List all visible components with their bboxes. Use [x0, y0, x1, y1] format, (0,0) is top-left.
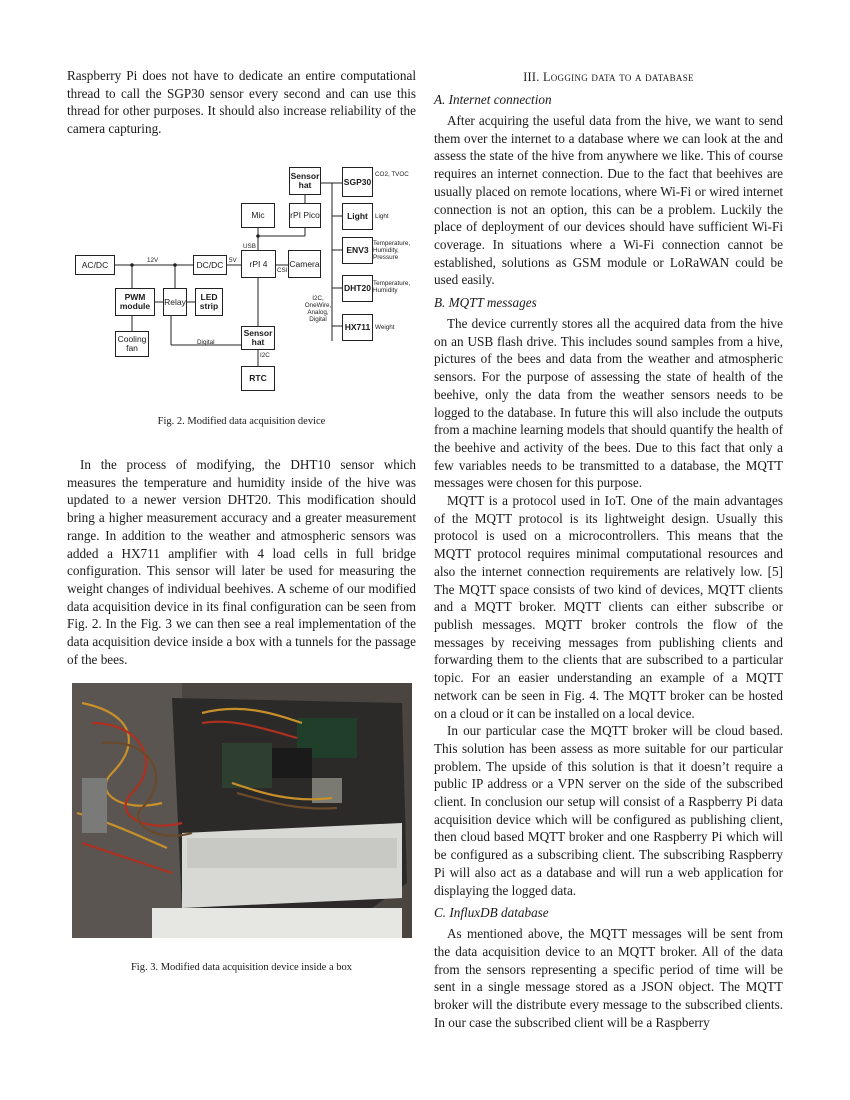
- light-box: Light: [342, 203, 373, 230]
- paragraph-b3: In our particular case the MQTT broker will be cloud based. This solution has been assess as more suitable for our particular problem. The upside of this solution is that it doesn’t require a public IP address or a VPN server on the side of the subscribed client. In conclusion our setup will consist of a Raspberry Pi data acquisition device which will be configured as publishing client, then cloud based MQTT broker and one Raspberry Pi which will be configured as a subscribing client. The subscribing Raspberry Pi will also act as a database and will run a web application for displaying the logged data.: [434, 723, 783, 898]
- paragraph-b2: MQTT is a protocol used in IoT. One of the main advantages of the MQTT protocol is its lightweight design. Usually this protocol is used on a microcontrollers. This means that the MQTT protocol requires minimal computational resources and also the internet connection requirements are relatively low. [5] The MQTT space consists of two kind of devices, MQTT clients and a MQTT broker. MQTT clients can either subscribe or publish messages. MQTT broker controls the flow of the messages by receiving messages from publishing clients and forwarding them to the clients that are subscribed to a particular topic. For an easier understanding an example of a MQTT network can be seen in Fig. 4. The MQTT broker can be hosted on a cloud or it can be installed on a local device.: [434, 493, 783, 721]
- hx711-box: HX711: [342, 314, 373, 341]
- dcdc-box: DC/DC: [193, 255, 227, 275]
- left-column-middle: [67, 456, 416, 668]
- label-bus: I2C, OneWire, Analog, Digital: [304, 295, 332, 323]
- figure-3-caption: Fig. 3. Modified data acquisition device inside a box: [130, 962, 353, 973]
- paragraph-b1: The device currently stores all the acquired data from the hive on an USB flash drive. This includes sound samples from a hive, pictures of the bees and data from the weather and atmospheric sensors. For the purpose of assessing the state of health of the beehive, only the data from the weather sensors needs to be logged to the database. In future this will also include the outputs from a machine learning models that should quantify the health of the beehive and activity of the bees. Due to this fact that only a few variables needs to be transmitted to a database, the MQTT messages were chosen for this purpose.: [434, 316, 783, 491]
- label-light-out: Light: [375, 213, 389, 220]
- left-column: [67, 67, 416, 138]
- figure-2-caption: Fig. 2. Modified data acquisition device: [157, 416, 326, 427]
- rpi4-box: rPI 4: [241, 250, 276, 278]
- acdc-box: AC/DC: [75, 255, 115, 275]
- sensor-hat-bottom-box: Sensor hat: [241, 326, 275, 350]
- label-dht20-out: Temperature, Humidity: [373, 280, 411, 294]
- label-i2c: I2C: [260, 352, 270, 359]
- cooling-fan-box: Cooling fan: [115, 331, 149, 357]
- paragraph-a: After acquiring the useful data from the hive, we want to send them over the internet to a database where we can look at the and assess the state of the hive from anywhere we like. This of course requires an internet connection. Due to the fact that beehives are usually placed on remote locations, where Wi-Fi or wired internet connection is not an option, this can be a problem. Luckily the place of deployment of our devices should have sufficient Wi-Fi coverage. In situations where a Wi-Fi connection cannot be established, solutions as GSM module or LoRaWAN could be used easily.: [434, 113, 783, 288]
- subsection-b-title: B. MQTT messages: [434, 295, 537, 311]
- relay-box: Relay: [163, 288, 187, 316]
- sensor-hat-top-box: Sensor hat: [289, 167, 321, 195]
- env3-box: ENV3: [342, 237, 373, 264]
- camera-box: Camera: [288, 250, 321, 278]
- label-digital: Digital: [197, 339, 215, 346]
- paragraph-top: Raspberry Pi does not have to dedicate an entire computational thread to call the SGP30 sensor every second and can use this thread for other purposes. It should also increase reliability of the camera capturing.: [67, 68, 416, 137]
- label-sgp30-out: CO2, TVOC: [375, 171, 409, 178]
- label-env3-out: Temperature, Humidity, Pressure: [373, 240, 411, 261]
- label-12v: 12V: [147, 257, 159, 264]
- sgp30-box: SGP30: [342, 167, 373, 197]
- figure-3-photo: [72, 683, 412, 938]
- mic-box: Mic: [241, 203, 275, 228]
- paragraph-modifying: In the process of modifying, the DHT10 sensor which measures the temperature and humidity inside of the hive was updated to a newer version DHT20. This modification should bring a higher measurement accuracy and a greater measurement range. In addition to the weather and atmospheric sensors was added a HX711 amplifier with 4 load cells in full bridge configuration. This sensor will later be used for measuring the weight changes of individual beehives. A scheme of our modified data acquisition device in its final configuration can be seen from Fig. 2. In the Fig. 3 we can then see a real implementation of the data acquisition device inside a box with a tunnels for the passage of the bees.: [67, 457, 416, 667]
- section-number: III.: [523, 70, 540, 84]
- label-5v: 5V: [229, 257, 237, 264]
- subsection-c-title: C. InfluxDB database: [434, 905, 549, 921]
- rpi-pico-box: rPI Pico: [289, 203, 321, 228]
- paragraph-c: As mentioned above, the MQTT messages will be sent from the data acquisition device to an MQTT broker. All of the data from the sensors representing a specific period of time will be sent in a single message stored as a JSON object. The MQTT broker will the distribute every message to the subscribed clients. In our case the subscribed client will be a Raspberry: [434, 926, 783, 1030]
- section-title: [434, 70, 783, 85]
- rtc-box: RTC: [241, 366, 275, 391]
- label-hx711-out: Weight: [375, 324, 395, 331]
- section-title-text: Logging data to a database: [542, 70, 694, 84]
- pwm-module-box: PWM module: [115, 288, 155, 316]
- led-strip-box: LED strip: [195, 288, 223, 316]
- label-usb: USB: [243, 243, 256, 250]
- figure-2-diagram: [75, 163, 415, 398]
- subsection-a-title: A. Internet connection: [434, 92, 552, 107]
- dht20-box: DHT20: [342, 275, 373, 302]
- right-column: [434, 67, 783, 1031]
- device-photo-illustration: [72, 683, 412, 938]
- label-csi: CSI: [277, 267, 288, 274]
